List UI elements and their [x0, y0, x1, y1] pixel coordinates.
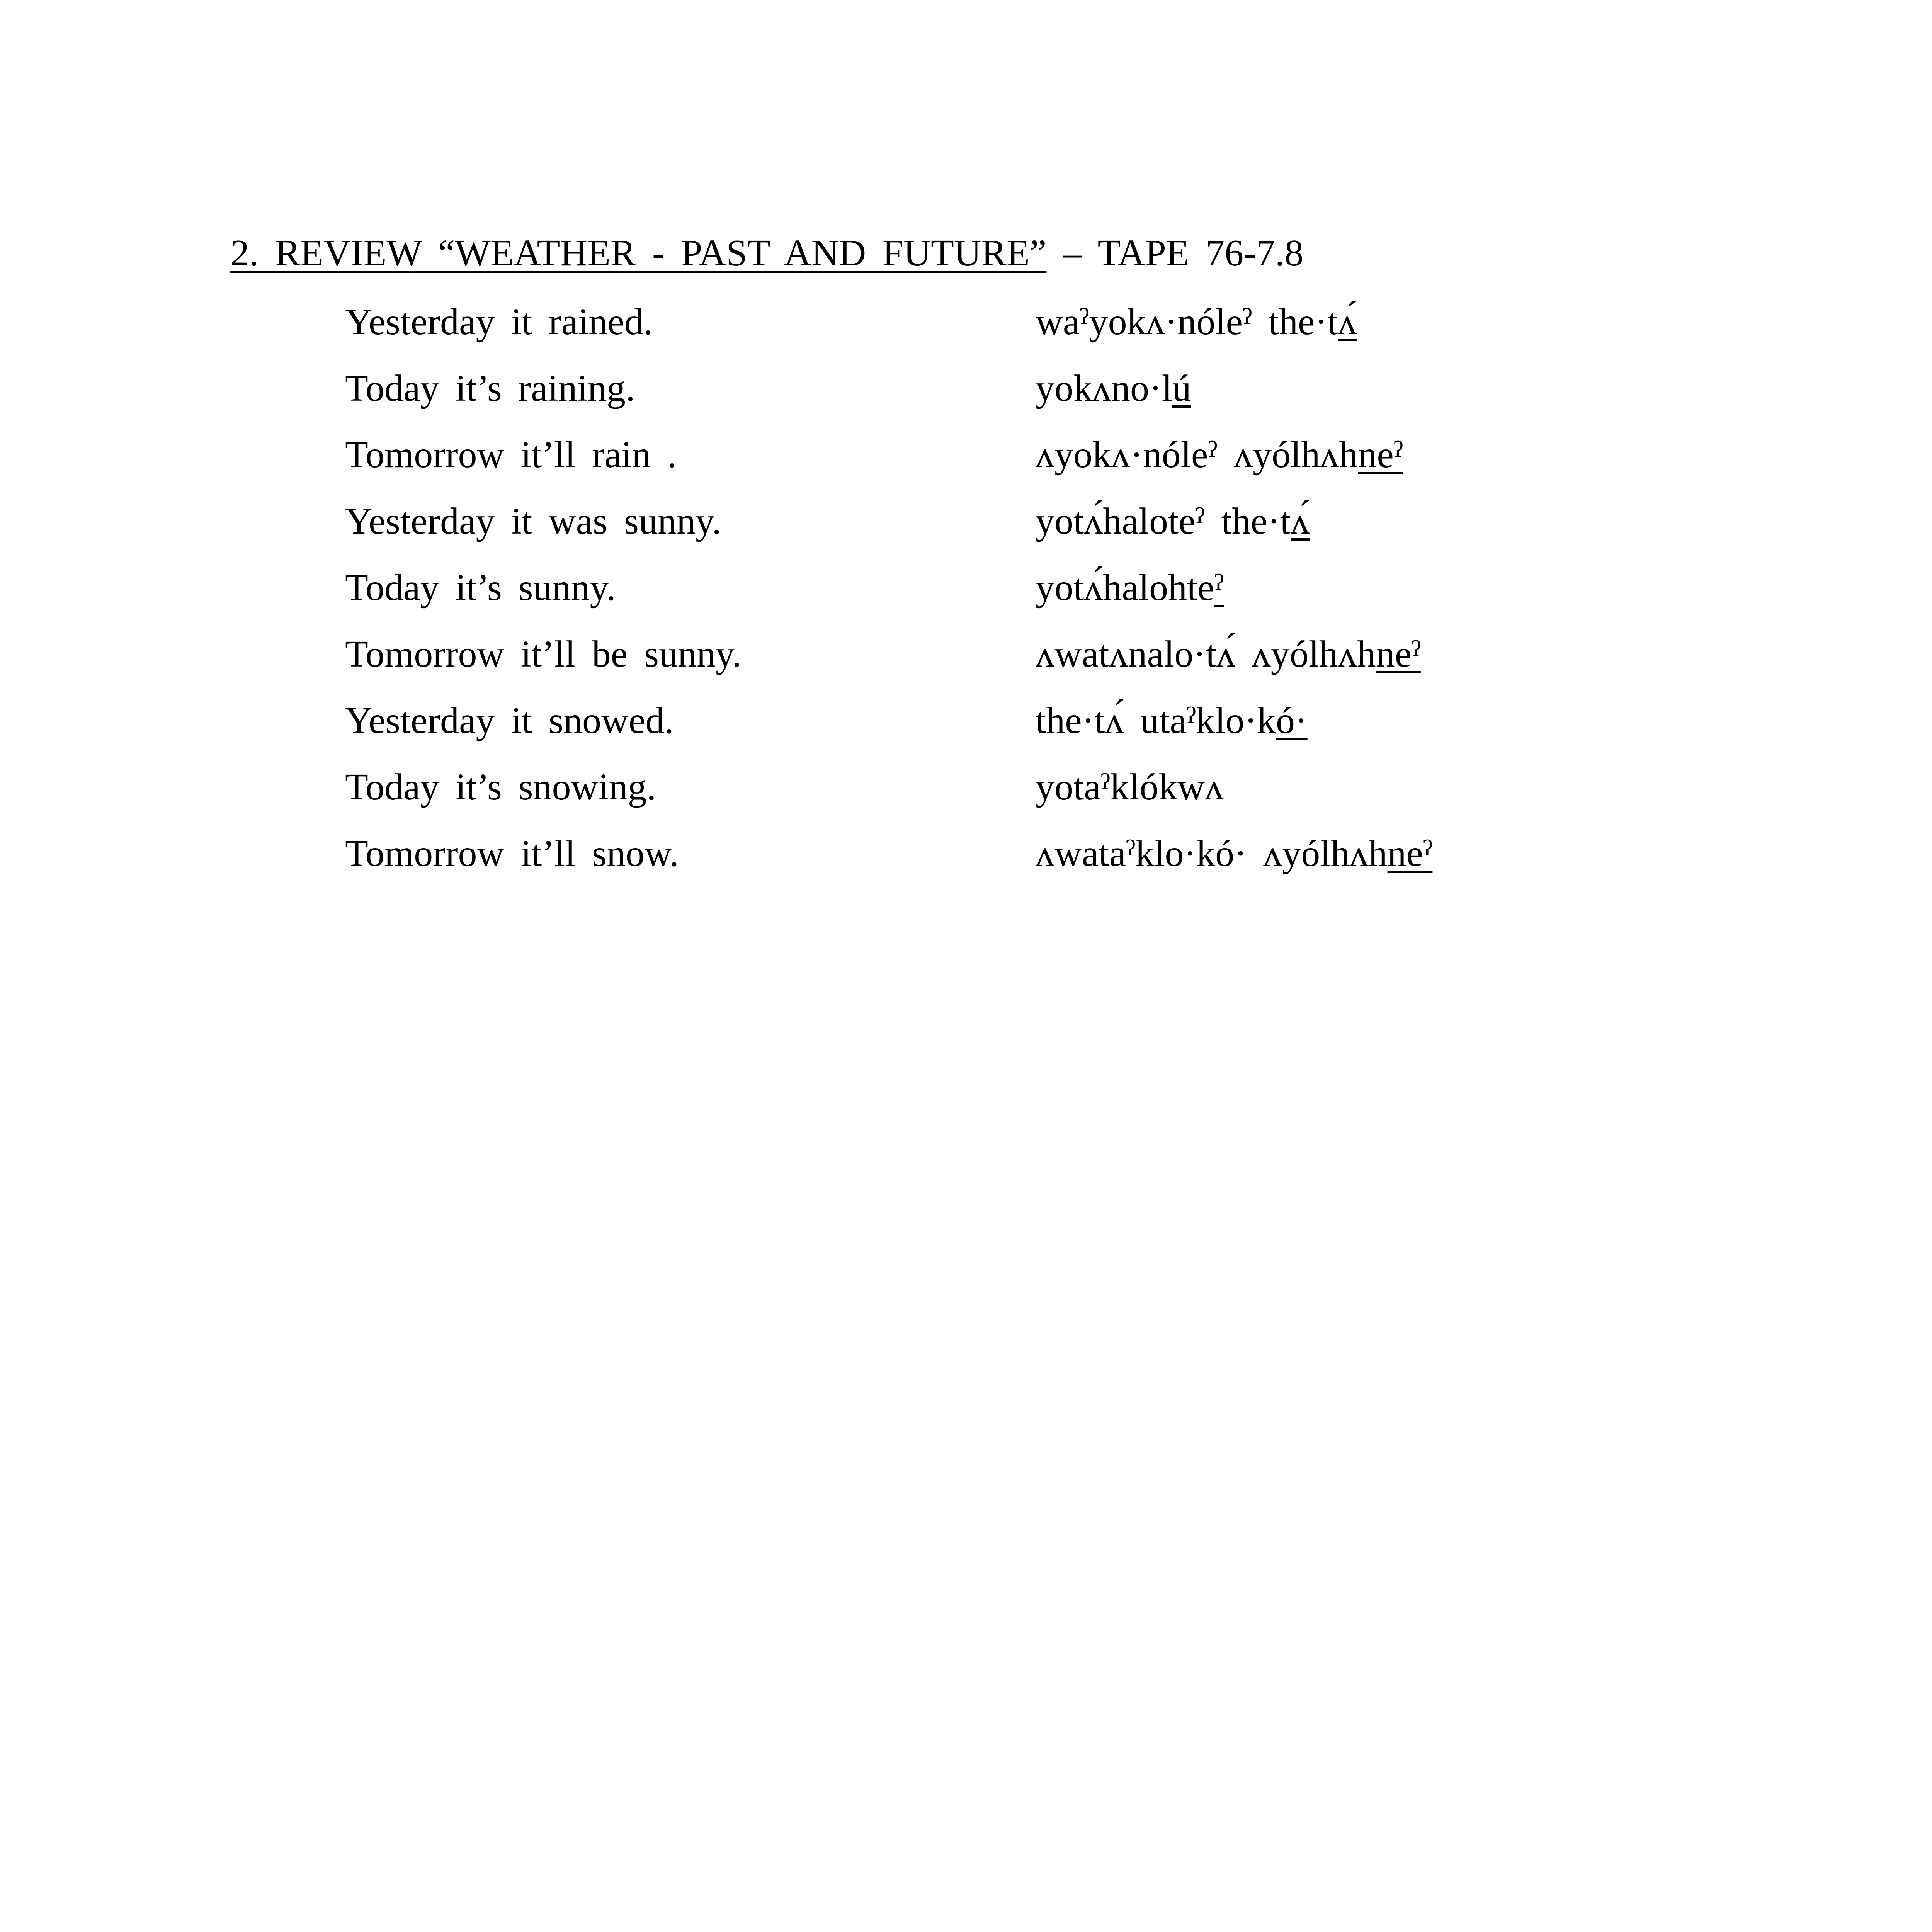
native-segment-underlined: ú	[1172, 367, 1191, 409]
native-segment-underlined: ʌ́	[1291, 500, 1310, 542]
english-phrase: Yesterday it snowed.	[345, 700, 674, 742]
native-segment-underlined: ˀ	[1214, 567, 1224, 609]
native-segment-underlined: neˀ	[1358, 434, 1403, 476]
english-phrase: Tomorrow it’ll snow.	[345, 833, 679, 874]
native-segment: yokʌno·l	[1036, 367, 1172, 409]
vocab-row	[0, 289, 1932, 355]
native-segment: yotaˀklókwʌ	[1036, 766, 1224, 808]
native-segment: yotʌ́halohte	[1036, 567, 1214, 609]
heading-underlined: 2. REVIEW “WEATHER - PAST AND FUTURE”	[230, 232, 1047, 274]
native-phrase	[1036, 621, 1421, 687]
native-segment: ʌwatʌnalo·tʌ́ ʌyólhʌh	[1036, 633, 1376, 675]
native-phrase	[1036, 422, 1403, 488]
heading-tape-ref: – TAPE 76-7.8	[1046, 232, 1304, 274]
native-segment-underlined: ó·	[1276, 700, 1308, 742]
native-phrase	[1036, 488, 1310, 554]
vocab-row	[0, 687, 1932, 754]
english-phrase: Today it’s snowing.	[345, 766, 656, 808]
native-phrase	[1036, 554, 1224, 621]
native-phrase	[1036, 355, 1191, 422]
native-phrase	[1036, 289, 1357, 355]
english-phrase: Yesterday it rained.	[345, 301, 653, 343]
native-segment: ʌyokʌ·nóleˀ ʌyólhʌh	[1036, 434, 1358, 476]
native-segment-underlined: ʌ́	[1338, 301, 1357, 343]
native-segment: yotʌ́haloteˀ the·t	[1036, 500, 1291, 542]
vocab-row	[0, 754, 1932, 820]
vocab-row	[0, 488, 1932, 554]
native-phrase	[1036, 820, 1432, 887]
vocab-row	[0, 621, 1932, 687]
english-phrase: Today it’s sunny.	[345, 567, 616, 609]
native-segment: ʌwataˀklo·kó· ʌyólhʌh	[1036, 833, 1388, 874]
vocab-row	[0, 422, 1932, 488]
vocab-row	[0, 554, 1932, 621]
english-phrase: Yesterday it was sunny.	[345, 500, 722, 542]
english-phrase: Tomorrow it’ll rain .	[345, 434, 677, 476]
native-phrase	[1036, 754, 1224, 820]
native-segment-underlined: neˀ	[1387, 833, 1433, 874]
native-segment: waˀyokʌ·nóleˀ the·t	[1036, 301, 1338, 343]
native-phrase	[1036, 687, 1308, 754]
native-segment: the·tʌ́ utaˀklo·k	[1036, 700, 1276, 742]
english-phrase: Today it’s raining.	[345, 367, 635, 409]
vocab-row	[0, 820, 1932, 887]
native-segment-underlined: neˀ	[1376, 633, 1421, 675]
english-phrase: Tomorrow it’ll be sunny.	[345, 633, 742, 675]
vocab-row	[0, 355, 1932, 422]
